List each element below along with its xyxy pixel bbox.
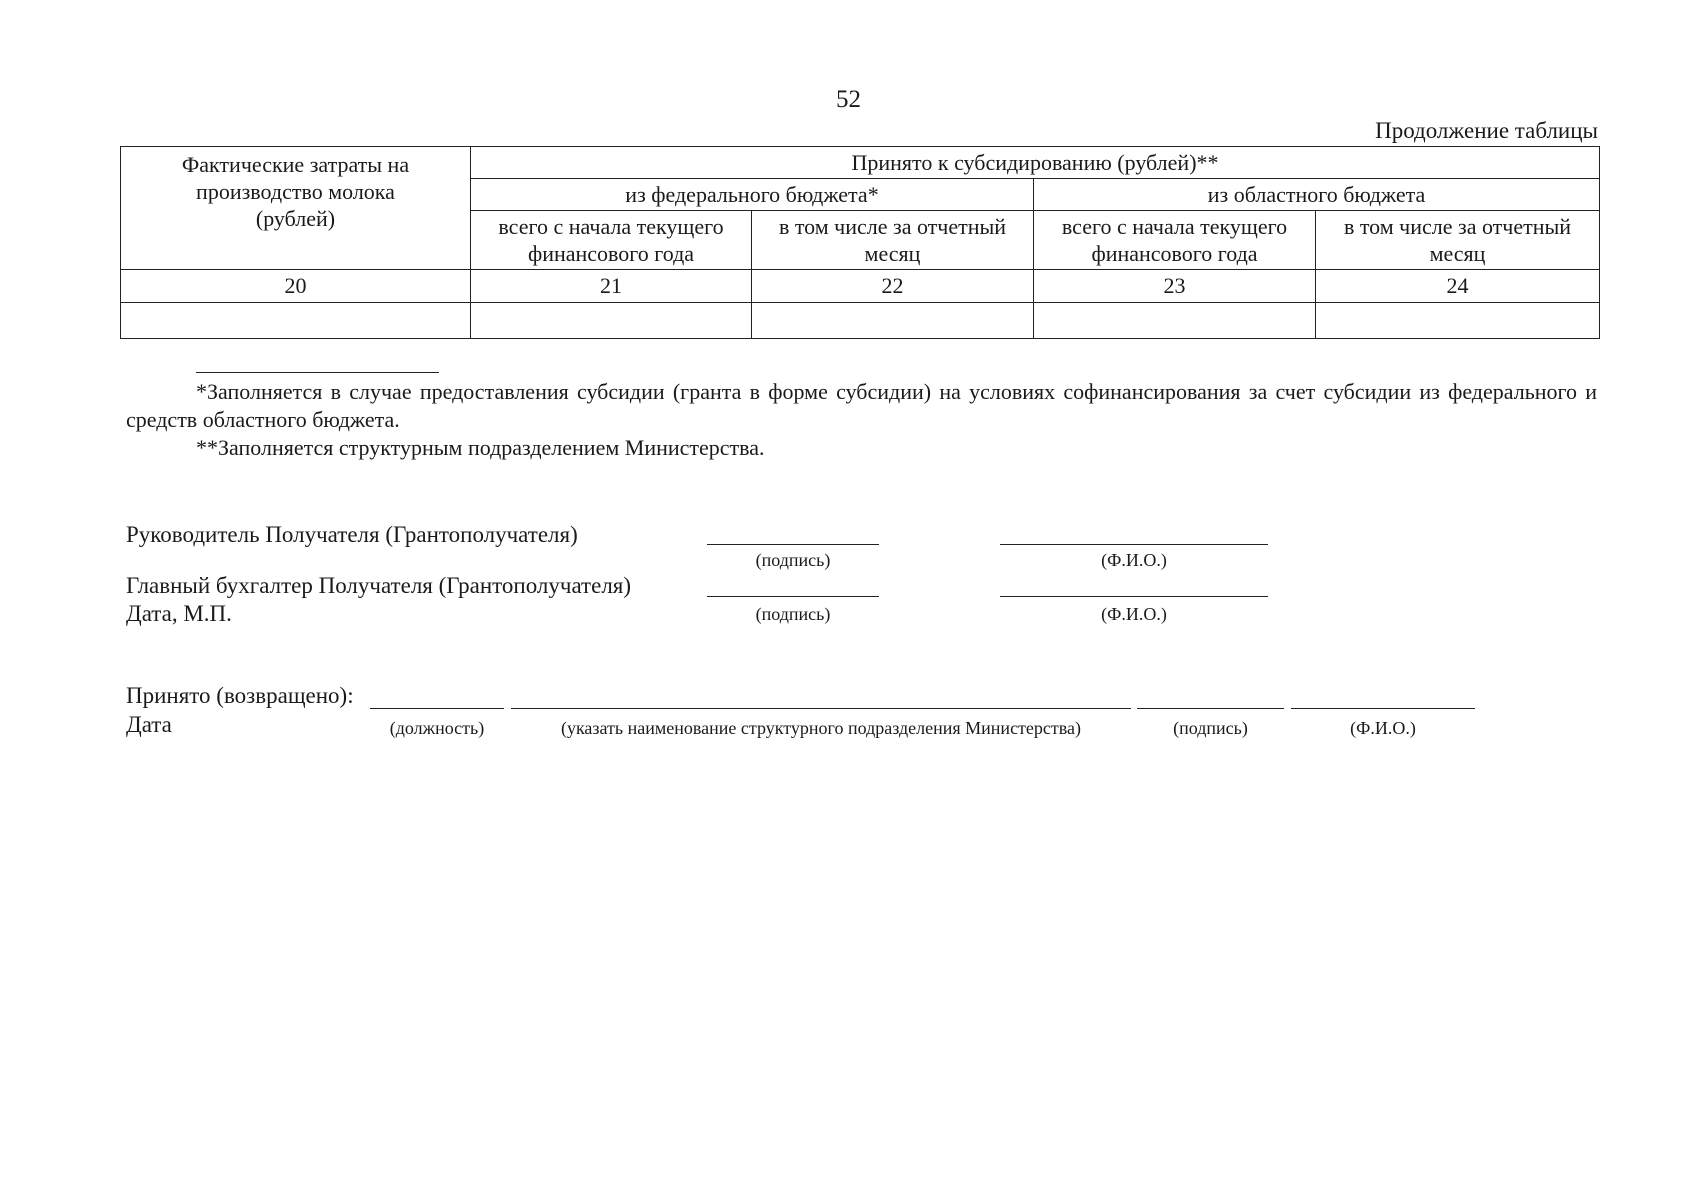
acceptance-name-line[interactable]: [1291, 708, 1475, 709]
head-name-line[interactable]: [1000, 544, 1268, 545]
header-accepted-subsidy: Принято к субсидированию (рублей)**: [471, 147, 1600, 179]
acceptance-signature-line[interactable]: [1137, 708, 1284, 709]
report-table: [120, 146, 1600, 339]
footnotes: [126, 378, 1597, 462]
head-signature-caption: (подпись): [755, 550, 831, 570]
footnote-federal: *Заполняется в случае предоставления субсидии (гранта в форме субсидии) на условиях софинансирования за счет субсидии из федерального и средств областного бюджета.: [126, 379, 1597, 432]
column-number: 23: [1034, 270, 1316, 303]
data-cell[interactable]: [121, 303, 471, 339]
acceptance-name-caption: (Ф.И.О.): [1350, 718, 1416, 738]
data-cell[interactable]: [752, 303, 1034, 339]
department-caption: (указать наименование структурного подразделения Министерства): [560, 718, 1082, 738]
accountant-name-caption: (Ф.И.О.): [1101, 604, 1167, 624]
data-cell[interactable]: [1316, 303, 1600, 339]
column-number-row: [121, 270, 1600, 303]
header-regional-total-year: всего с начала текущего финансового года: [1034, 211, 1316, 270]
header-federal-budget: из федерального бюджета*: [471, 179, 1034, 211]
page-number: 52: [836, 86, 861, 113]
column-number: 22: [752, 270, 1034, 303]
column-number: 21: [471, 270, 752, 303]
department-line[interactable]: [511, 708, 1131, 709]
accountant-name-line[interactable]: [1000, 596, 1268, 597]
header-federal-total-year: всего с начала текущего финансового года: [471, 211, 752, 270]
footnote-separator: [196, 372, 439, 373]
footnote-ministry: **Заполняется структурным подразделением Министерства.: [196, 435, 765, 460]
head-signature-line[interactable]: [707, 544, 879, 545]
position-line[interactable]: [370, 708, 504, 709]
header-regional-budget: из областного бюджета: [1034, 179, 1600, 211]
table-continuation-label: Продолжение таблицы: [1375, 118, 1598, 143]
accountant-signature-caption: (подпись): [755, 604, 831, 624]
acceptance-signature-caption: (подпись): [1173, 718, 1248, 738]
data-row: [121, 303, 1600, 339]
head-label: Руководитель Получателя (Грантополучателя): [126, 522, 578, 547]
head-name-caption: (Ф.И.О.): [1101, 550, 1167, 570]
data-cell[interactable]: [471, 303, 752, 339]
date-seal-label: Дата, М.П.: [126, 601, 232, 626]
header-actual-costs: Фактические затраты на производство молока (рублей): [121, 147, 471, 270]
header-federal-month: в том числе за отчетный месяц: [752, 211, 1034, 270]
data-cell[interactable]: [1034, 303, 1316, 339]
column-number: 20: [121, 270, 471, 303]
accepted-returned-label: Принято (возвращено):: [126, 683, 354, 708]
header-regional-month: в том числе за отчетный месяц: [1316, 211, 1600, 270]
accountant-signature-line[interactable]: [707, 596, 879, 597]
accountant-label: Главный бухгалтер Получателя (Грантополучателя): [126, 573, 632, 598]
acceptance-date-label: Дата: [126, 712, 172, 737]
column-number: 24: [1316, 270, 1600, 303]
position-caption: (должность): [389, 718, 485, 738]
